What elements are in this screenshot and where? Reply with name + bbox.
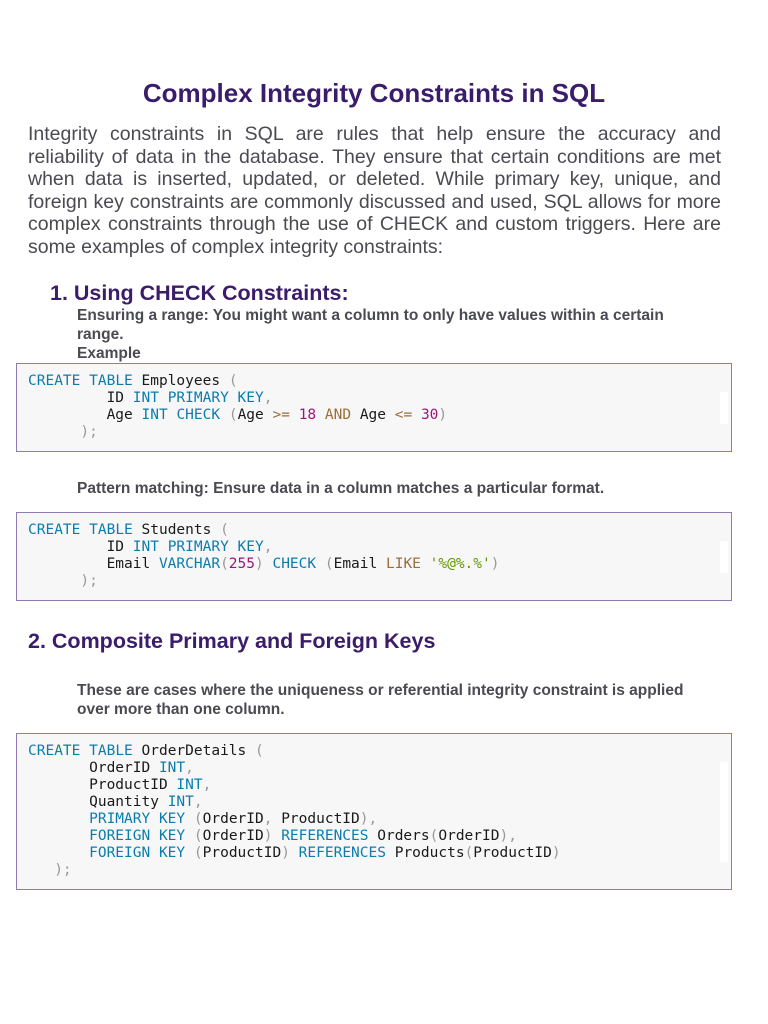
code-block-employees [16,363,732,452]
code-token [290,845,299,861]
code-token: ID [28,539,133,555]
code-token: KEY [158,845,186,861]
code-line [28,811,377,827]
code-token: PRIMARY [167,390,229,406]
code-token [28,828,89,844]
code-line [28,407,447,423]
code-token: ( [220,556,229,572]
code-token: INT [158,760,186,776]
code-token: OrderID [438,828,500,844]
range-description: Ensuring a range: You might want a column to only have values within a certain range. [77,307,664,343]
scroll-edge [720,392,728,424]
code-token: 18 [298,407,317,423]
code-token [159,390,168,406]
pattern-description: Pattern matching: Ensure data in a column matches a particular format. [77,480,605,497]
code-token: PRIMARY [167,539,229,555]
code-line [28,760,194,776]
section-2-heading: 2. Composite Primary and Foreign Keys [28,629,436,653]
code-token: , [263,539,273,555]
code-token: ProductID [473,845,552,861]
code-token: FOREIGN [89,845,151,861]
code-token: KEY [237,390,264,406]
code-token: FOREIGN [89,828,151,844]
scroll-edge [720,762,728,862]
code-token: ) [551,845,561,861]
code-line [28,862,72,878]
code-token: <= [394,407,413,423]
code-token: KEY [158,828,186,844]
code-token: CHECK [272,556,317,572]
code-token [150,811,159,827]
code-token: OrderID [28,760,159,776]
code-token: Employees [132,373,229,389]
code-line [28,522,229,538]
code-token: ( [228,407,238,423]
code-block-orderdetails [16,733,732,890]
code-token: Age [28,407,142,423]
code-token: ProductID [272,811,360,827]
code-token [28,811,89,827]
code-token: INT [176,777,203,793]
code-token: ( [193,845,203,861]
code-students [28,522,499,590]
code-token: INT [132,539,159,555]
code-token: , [185,760,194,776]
code-token: , [263,390,273,406]
code-token: ); [80,573,98,589]
code-token [412,407,421,423]
code-token [80,522,89,538]
code-token [185,845,194,861]
code-block-students [16,512,732,601]
code-token [28,845,89,861]
code-line [28,373,238,389]
code-token: LIKE [385,556,421,572]
code-token: TABLE [89,743,133,759]
code-line [28,539,272,555]
code-token: ); [80,424,98,440]
code-token: , [193,794,203,810]
code-line [28,390,272,406]
code-line [28,777,211,793]
code-token: VARCHAR [158,556,221,572]
code-line [28,743,264,759]
code-token: Age [237,407,273,423]
code-token: Students [132,522,221,538]
code-token: CHECK [176,407,221,423]
code-token [229,390,238,406]
code-token [290,407,299,423]
scroll-edge [720,541,728,573]
code-employees [28,373,447,441]
code-token: OrderID [202,811,264,827]
code-token: ), [499,828,517,844]
code-token [150,828,159,844]
page-title: Complex Integrity Constraints in SQL [142,78,606,108]
code-token: Quantity [28,794,168,810]
code-token: 30 [420,407,439,423]
code-line [28,828,517,844]
code-token: CREATE [28,373,81,389]
code-token: ), [359,811,378,827]
code-token: Email [28,556,159,572]
code-token: TABLE [89,522,133,538]
code-token: ) [490,556,500,572]
code-token: AND [324,407,352,423]
code-token: ( [429,828,439,844]
code-line [28,573,98,589]
code-token [229,539,238,555]
code-token: REFERENCES [298,845,386,861]
code-token [159,539,168,555]
code-token: ) [263,828,273,844]
code-token [272,828,281,844]
code-token: ( [193,811,203,827]
code-token [316,556,325,572]
code-token: ProductID [28,777,177,793]
code-token: , [202,777,212,793]
code-token: 255 [228,556,255,572]
code-token: ( [324,556,334,572]
code-token [80,373,89,389]
code-token: INT [141,407,168,423]
code-token [185,811,194,827]
code-token [28,862,54,878]
code-token [185,828,194,844]
code-token: ID [28,390,133,406]
code-token [28,424,80,440]
intro-paragraph: Integrity constraints in SQL are rules that help ensure the accuracy and reliability of data in the database. They ensure that certain conditions are met when data is inserted, updated, or deleted. While primary key, unique, and foreign key constraints are commonly discussed and used, SQL allows for more complex constraints through the use of CHECK and custom triggers. Here are some examples of complex integrity constraints: [28,123,721,258]
code-token: ( [228,373,238,389]
code-token: INT [167,794,194,810]
composite-keys-description: These are cases where the uniqueness or referential integrity constraint is applied over more than one column. [77,682,684,718]
code-token: ); [54,862,72,878]
code-token: >= [272,407,290,423]
code-token [421,556,430,572]
code-token: ProductID [202,845,282,861]
code-token: CREATE [28,522,81,538]
code-token: ( [255,743,264,759]
code-token: OrderID [202,828,264,844]
code-token [150,845,159,861]
code-token: Age [351,407,395,423]
code-token: PRIMARY [89,811,151,827]
code-token: ( [464,845,474,861]
code-token: KEY [237,539,264,555]
section-1-heading: 1. Using CHECK Constraints: [50,281,349,305]
code-line [28,424,98,440]
code-orderdetails [28,743,561,879]
code-line [28,556,499,572]
code-line [28,794,203,810]
code-token: OrderDetails [132,743,255,759]
code-token: REFERENCES [281,828,369,844]
code-token [28,573,80,589]
code-token: ) [438,407,448,423]
example-label: Example [77,345,141,362]
code-line [28,845,561,861]
code-token: TABLE [89,373,133,389]
code-token: Email [333,556,386,572]
code-token: CREATE [28,743,81,759]
code-token: ( [193,828,203,844]
code-token: , [263,811,273,827]
code-token [80,743,89,759]
code-token: KEY [158,811,186,827]
code-token: ( [220,522,229,538]
code-token: ) [255,556,264,572]
code-token: ) [281,845,290,861]
code-token [316,407,325,423]
code-token: INT [132,390,159,406]
code-token: Orders [368,828,430,844]
code-token [220,407,229,423]
code-token: '%@%.%' [429,556,491,572]
code-token: Products [385,845,465,861]
